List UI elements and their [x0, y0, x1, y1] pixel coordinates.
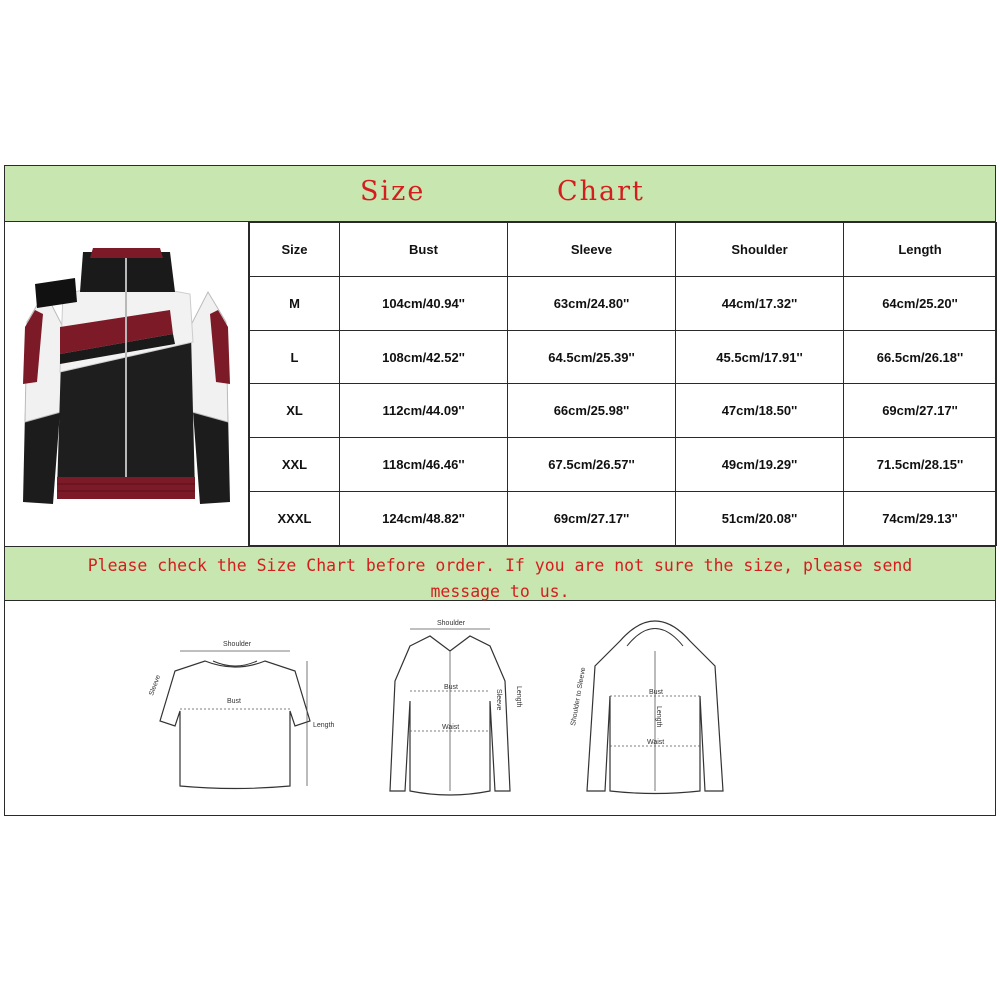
table-cell: 44cm/17.32'' — [676, 276, 844, 330]
table-cell: 64.5cm/25.39'' — [508, 330, 676, 384]
table-cell: XXXL — [250, 492, 340, 546]
shirt-waist-label: Waist — [442, 724, 460, 731]
tshirt-shoulder-label: Shoulder — [223, 641, 252, 648]
shirt-length-label: Length — [515, 686, 522, 708]
column-header: Sleeve — [508, 223, 676, 277]
table-cell: XL — [250, 384, 340, 438]
tshirt-bust-label: Bust — [227, 698, 242, 705]
table-cell: 124cm/48.82'' — [340, 492, 508, 546]
table-row — [250, 384, 997, 438]
table-row — [250, 438, 997, 492]
tshirt-sleeve-label: Sleeve — [148, 674, 163, 697]
table-cell: 63cm/24.80'' — [508, 276, 676, 330]
table-cell: 64cm/25.20'' — [844, 276, 997, 330]
column-header: Length — [844, 223, 997, 277]
product-image — [5, 222, 249, 546]
title-chart: Chart — [557, 176, 645, 207]
measurement-diagrams — [5, 601, 995, 815]
table-cell: 118cm/46.46'' — [340, 438, 508, 492]
table-cell: M — [250, 276, 340, 330]
shirt-bust-label: Bust — [444, 684, 459, 691]
table-cell: 104cm/40.94'' — [340, 276, 508, 330]
table-cell: 49cm/19.29'' — [676, 438, 844, 492]
table-cell: 69cm/27.17'' — [844, 384, 997, 438]
table-cell: 51cm/20.08'' — [676, 492, 844, 546]
hoodie-shoulder-to-sleeve-label: Shoulder to Sleeve — [570, 666, 588, 727]
tshirt-diagram — [135, 621, 335, 811]
table-cell: 74cm/29.13'' — [844, 492, 997, 546]
table-cell: 108cm/42.52'' — [340, 330, 508, 384]
notice-line-1: Please check the Size Chart before order. If you are not sure the size, please send — [87, 556, 913, 575]
table-cell: 66.5cm/26.18'' — [844, 330, 997, 384]
table-row — [250, 330, 997, 384]
column-header: Shoulder — [676, 223, 844, 277]
table-row — [250, 492, 997, 546]
table-cell: 67.5cm/26.57'' — [508, 438, 676, 492]
tshirt-length-label: Length — [313, 722, 335, 729]
table-cell: 45.5cm/17.91'' — [676, 330, 844, 384]
column-header: Bust — [340, 223, 508, 277]
table-cell: L — [250, 330, 340, 384]
table-header-row — [250, 223, 997, 277]
hoodie-diagram — [565, 606, 745, 811]
hoodie-waist-label: Waist — [647, 739, 665, 746]
table-cell: XXL — [250, 438, 340, 492]
hoodie-bust-label: Bust — [649, 689, 664, 696]
table-cell: 112cm/44.09'' — [340, 384, 508, 438]
notice-banner — [5, 546, 995, 601]
shirt-sleeve-label: Sleeve — [495, 689, 502, 711]
table-cell: 71.5cm/28.15'' — [844, 438, 997, 492]
table-cell: 66cm/25.98'' — [508, 384, 676, 438]
shirt-diagram — [355, 611, 545, 811]
notice-line-2: message to us. — [430, 582, 570, 601]
title-size: Size — [360, 176, 426, 207]
table-cell: 47cm/18.50'' — [676, 384, 844, 438]
size-table — [249, 222, 997, 546]
table-row — [250, 276, 997, 330]
jacket-illustration — [5, 222, 248, 545]
column-header: Size — [250, 223, 340, 277]
size-chart-sheet — [4, 165, 996, 816]
hoodie-length-label: Length — [655, 706, 662, 728]
title-bar — [5, 166, 995, 222]
table-cell: 69cm/27.17'' — [508, 492, 676, 546]
shirt-shoulder-label: Shoulder — [437, 620, 466, 627]
